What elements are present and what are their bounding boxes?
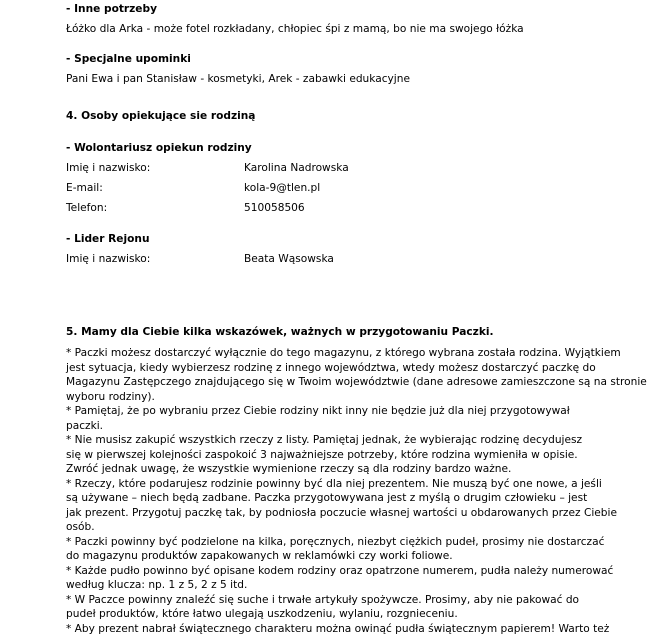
label-telefon: Telefon: bbox=[66, 202, 107, 214]
section-5-heading: 5. Mamy dla Ciebie kilka wskazówek, ważnych w przygotowaniu Paczki. bbox=[66, 326, 494, 338]
heading-wolontariusz: - Wolontariusz opiekun rodziny bbox=[66, 142, 252, 154]
paragraph-line: jak prezent. Przygotuj paczkę tak, by podniosła poczucie własnej wartości u obdarowanych przez Ciebie bbox=[66, 506, 586, 521]
value-imie-nazwisko-wolontariusz: Karolina Nadrowska bbox=[244, 162, 349, 174]
paragraph-line: Zwróć jednak uwagę, że wszystkie wymienione rzeczy są dla rodziny bardzo ważne. bbox=[66, 462, 586, 477]
heading-specjalne-upominki: - Specjalne upominki bbox=[66, 53, 191, 65]
paragraph-line: Magazynu Zastępczego znajdującego się w Twoim województwie (dane adresowe zamieszczone są na stronie bbox=[66, 375, 586, 390]
label-imie-nazwisko-lider: Imię i nazwisko: bbox=[66, 253, 150, 265]
paragraph-line: jest sytuacja, kiedy wybierzesz rodzinę z innego województwa, wtedy możesz dostarczyć paczkę do bbox=[66, 361, 586, 376]
paragraph-line: do magazynu produktów zapakowanych w reklamówki czy worki foliowe. bbox=[66, 549, 586, 564]
text-inne-potrzeby: Łóżko dla Arka - może fotel rozkładany, chłopiec śpi z mamą, bo nie ma swojego łóżka bbox=[66, 23, 524, 35]
section-4-heading: 4. Osoby opiekujące sie rodziną bbox=[66, 110, 255, 122]
value-telefon: 510058506 bbox=[244, 202, 305, 214]
value-email: kola-9@tlen.pl bbox=[244, 182, 320, 194]
paragraph-line: pudeł produktów, które łatwo ulegają uszkodzeniu, wylaniu, rozgnieceniu. bbox=[66, 607, 586, 622]
paragraph-line: * W Paczce powinny znaleźć się suche i trwałe artykuły spożywcze. Prosimy, aby nie pakować do bbox=[66, 593, 586, 608]
paragraph-line: * Rzeczy, które podarujesz rodzinie powinny być dla niej prezentem. Nie muszą być one nowe, a jeśli bbox=[66, 477, 586, 492]
value-imie-nazwisko-lider: Beata Wąsowska bbox=[244, 253, 334, 265]
paragraph-line: osób. bbox=[66, 520, 586, 535]
paragraph-line: * Paczki możesz dostarczyć wyłącznie do tego magazynu, z którego wybrana została rodzina. Wyjątkiem bbox=[66, 346, 586, 361]
label-imie-nazwisko-wolontariusz: Imię i nazwisko: bbox=[66, 162, 150, 174]
paragraph-line: są używane – niech będą zadbane. Paczka przygotowywana jest z myślą o drugim człowieku – jest bbox=[66, 491, 586, 506]
paragraph-line: * Paczki powinny być podzielone na kilka, poręcznych, niezbyt ciężkich pudeł, prosimy nie dostarczać bbox=[66, 535, 586, 550]
paragraph-line: * Każde pudło powinno być opisane kodem rodziny oraz opatrzone numerem, pudła należy numerować bbox=[66, 564, 586, 579]
paragraph-line: * Aby prezent nabrał świątecznego charakteru można owinąć pudła świątecznym papierem! Warto też bbox=[66, 622, 586, 636]
paragraph-line: paczki. bbox=[66, 419, 586, 434]
section-5-paragraph bbox=[66, 346, 586, 636]
text-specjalne-upominki: Pani Ewa i pan Stanisław - kosmetyki, Arek - zabawki edukacyjne bbox=[66, 73, 410, 85]
label-email: E-mail: bbox=[66, 182, 103, 194]
paragraph-line: wyboru rodziny). bbox=[66, 390, 586, 405]
paragraph-line: * Nie musisz zakupić wszystkich rzeczy z listy. Pamiętaj jednak, że wybierając rodzinę decydujesz bbox=[66, 433, 586, 448]
paragraph-line: się w pierwszej kolejności zaspokoić 3 najważniejsze potrzeby, które rodzina wymieniła w opisie. bbox=[66, 448, 586, 463]
paragraph-line: * Pamiętaj, że po wybraniu przez Ciebie rodziny nikt inny nie będzie już dla niej przygotowywał bbox=[66, 404, 586, 419]
heading-inne-potrzeby: - Inne potrzeby bbox=[66, 3, 157, 15]
heading-lider-rejonu: - Lider Rejonu bbox=[66, 233, 149, 245]
paragraph-line: według klucza: np. 1 z 5, 2 z 5 itd. bbox=[66, 578, 586, 593]
